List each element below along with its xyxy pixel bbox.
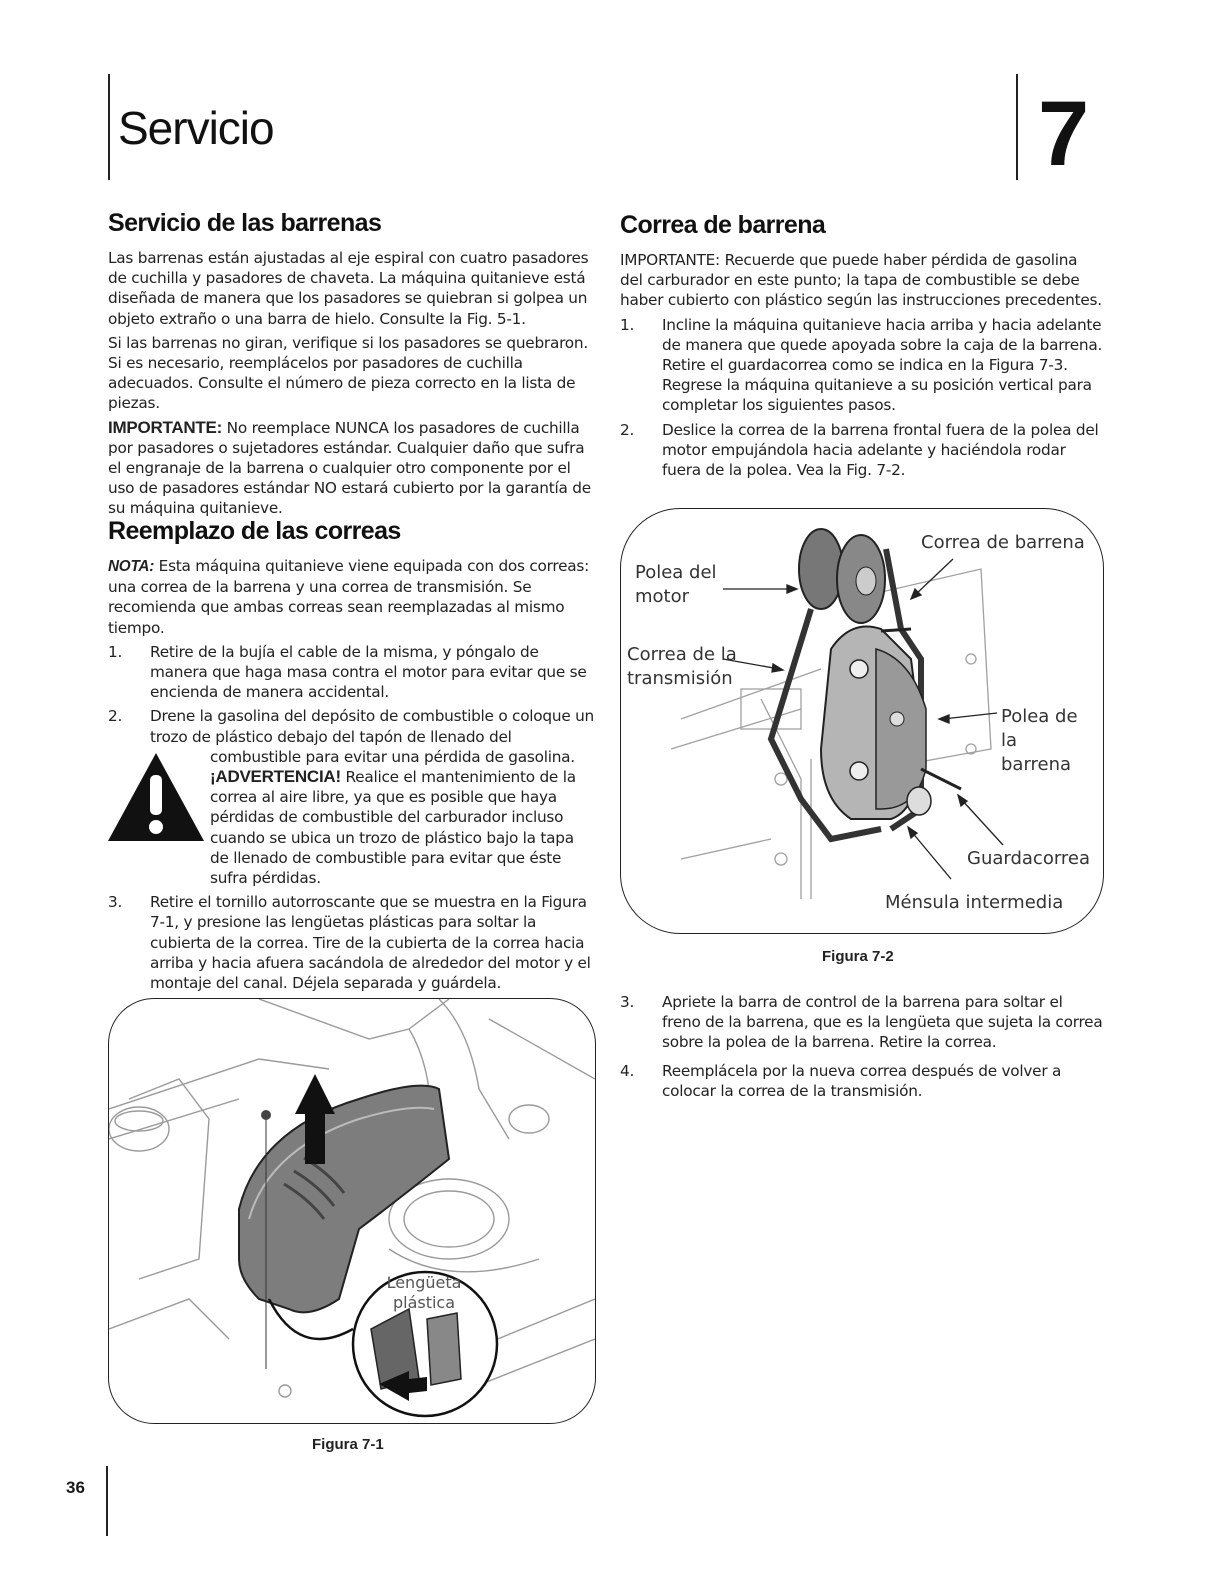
section-title-correa-barrena: Correa de barrena: [620, 211, 826, 239]
paragraph: Si las barrenas no giran, verifique si los pasadores se quebraron. Si es necesario, reemplácelos por pasadores de cuchilla adecuados. Consulte el número de pieza correcto en la lista de piezas.: [108, 333, 588, 413]
figure-7-2-caption: Figura 7-2: [822, 948, 894, 965]
section-title-reemplazo-correas: Reemplazo de las correas: [108, 517, 401, 545]
fig2-label-guardacorrea: Guardacorrea: [967, 848, 1091, 869]
important-text: No reemplace NUNCA los pasadores de cuchilla por pasadores o sujetadores estándar. Cualquier daño que sufra el engranaje de la barrena o cualquier otro componente por el uso de pasadores estándar NO estará cubierto por la garantía de su máquina quitanieve.: [108, 418, 591, 518]
fig2-label-correa-barrena: Correa de barrena: [921, 532, 1085, 553]
step-number: 3.: [108, 893, 123, 912]
step-text: Incline la máquina quitanieve hacia arriba y hacia adelante de manera que quede apoyada sobre la caja de la barrena. Retire el guardacorrea como se indica en la Figura 7-3. Regrese la máquina quitanieve a su posición vertical para completar los siguientes pasos.: [662, 315, 1103, 415]
list-item: [620, 992, 1104, 1053]
list-item: [108, 642, 596, 703]
steps-list: [108, 642, 596, 993]
paragraph-important: [108, 418, 596, 519]
steps-list: [620, 992, 1104, 1101]
step-number: 4.: [620, 1061, 635, 1080]
step-number: 1.: [620, 315, 635, 334]
footer-rule: [106, 1466, 108, 1536]
step-text: Reemplácela por la nueva correa después de volver a colocar la correa de la transmisión.: [662, 1061, 1062, 1100]
step-number: 2.: [620, 420, 635, 439]
figure-7-1-illustration: [109, 999, 595, 1423]
step-number: 2.: [108, 707, 123, 726]
list-item: [620, 315, 1104, 416]
important-lead: IMPORTANTE:: [108, 417, 223, 437]
list-item: [620, 1061, 1104, 1101]
section-title-servicio-barrenas: Servicio de las barrenas: [108, 209, 382, 237]
paragraph: IMPORTANTE: Recuerde que puede haber pérdida de gasolina del carburador en este punto; la tapa de combustible se debe haber cubierto con plástico según las instrucciones precedentes.: [620, 251, 1102, 310]
nota-text: Esta máquina quitanieve viene equipada con dos correas: una correa de la barrena y una correa de transmisión. Se recomienda que ambas correas sean reemplazadas al mismo tiempo.: [108, 557, 590, 637]
nota-lead: NOTA:: [108, 558, 155, 575]
step-number: 1.: [108, 642, 123, 661]
page-number: 36: [66, 1478, 85, 1497]
warning-triangle-icon: [106, 751, 206, 843]
section-correa-barrena-body: [620, 250, 1104, 484]
step-text: Retire de la bujía el cable de la misma, y póngalo de manera que haga masa contra el motor para evitar que se encienda de manera accidental.: [150, 642, 587, 702]
fig2-label-correa-transmision: Correa de la transmisión: [627, 644, 737, 689]
paragraph-nota: [108, 556, 596, 638]
header-right-rule: [1016, 74, 1018, 180]
step-text: Drene la gasolina del depósito de combustible o coloque un trozo de plástico debajo del tapón de llenado del: [150, 707, 594, 746]
list-item: [620, 420, 1104, 481]
chapter-number: 7: [1038, 83, 1090, 185]
step-number: 3.: [620, 993, 635, 1011]
step-text: Retire el tornillo autorroscante que se muestra en la Figura 7-1, y presione las lengüetas plásticas para soltar la cubierta de la correa. Tire de la cubierta de la correa hacia arriba y hacia afuera sacándola de alrededor del motor y el montaje del canal. Déjela separada y guárdela.: [150, 893, 591, 993]
steps-list: [620, 315, 1104, 481]
warning-head: ¡ADVERTENCIA!: [210, 767, 341, 787]
warning-text-block: [150, 747, 596, 888]
warning-block: [150, 747, 596, 888]
fig1-label-lengueta: Lengüeta plástica: [386, 1273, 462, 1312]
section-correa-barrena-steps-continued: [620, 992, 1104, 1105]
fig2-label-mensula: Ménsula intermedia: [885, 892, 1064, 913]
list-item: [108, 706, 596, 888]
warning-paragraph: [210, 767, 596, 888]
figure-7-2: [620, 508, 1104, 934]
chapter-title: Servicio: [118, 102, 274, 154]
section-reemplazo-body: [108, 556, 596, 997]
list-item: [108, 892, 596, 993]
step-text: Deslice la correa de la barrena frontal fuera de la polea del motor empujándola hacia adelante y haciéndola rodar fuera de la polea. Vea la Fig. 7-2.: [662, 420, 1099, 480]
warning-text: Realice el mantenimiento de la correa al aire libre, ya que es posible que haya pérdidas de combustible del carburador incluso cuando se ubica un trozo de plástico bajo la tapa de llenado de combustible para evitar que éste sufra pérdidas.: [210, 768, 576, 888]
paragraph: Las barrenas están ajustadas al eje espiral con cuatro pasadores de cuchilla y pasadores de chaveta. La máquina quitanieve está diseñada de manera que los pasadores se quiebran si golpea un objeto extraño o una barra de hielo. Consulte la Fig. 5-1.: [108, 249, 589, 328]
figure-7-1: [108, 998, 596, 1424]
header-left-rule: [108, 74, 110, 180]
section-servicio-barrenas-body: [108, 248, 596, 523]
fig2-label-polea-motor: Polea del motor: [635, 562, 717, 607]
figure-7-1-caption: Figura 7-1: [312, 1436, 384, 1453]
fig2-label-polea-barrena: Polea de la barrena: [1001, 706, 1078, 775]
step-text-continued: combustible para evitar una pérdida de gasolina.: [210, 747, 575, 766]
step-text: Apriete la barra de control de la barrena para soltar el freno de la barrena, que es la lengüeta que sujeta la correa sobre la polea de la barrena. Retire la correa.: [662, 993, 1103, 1052]
